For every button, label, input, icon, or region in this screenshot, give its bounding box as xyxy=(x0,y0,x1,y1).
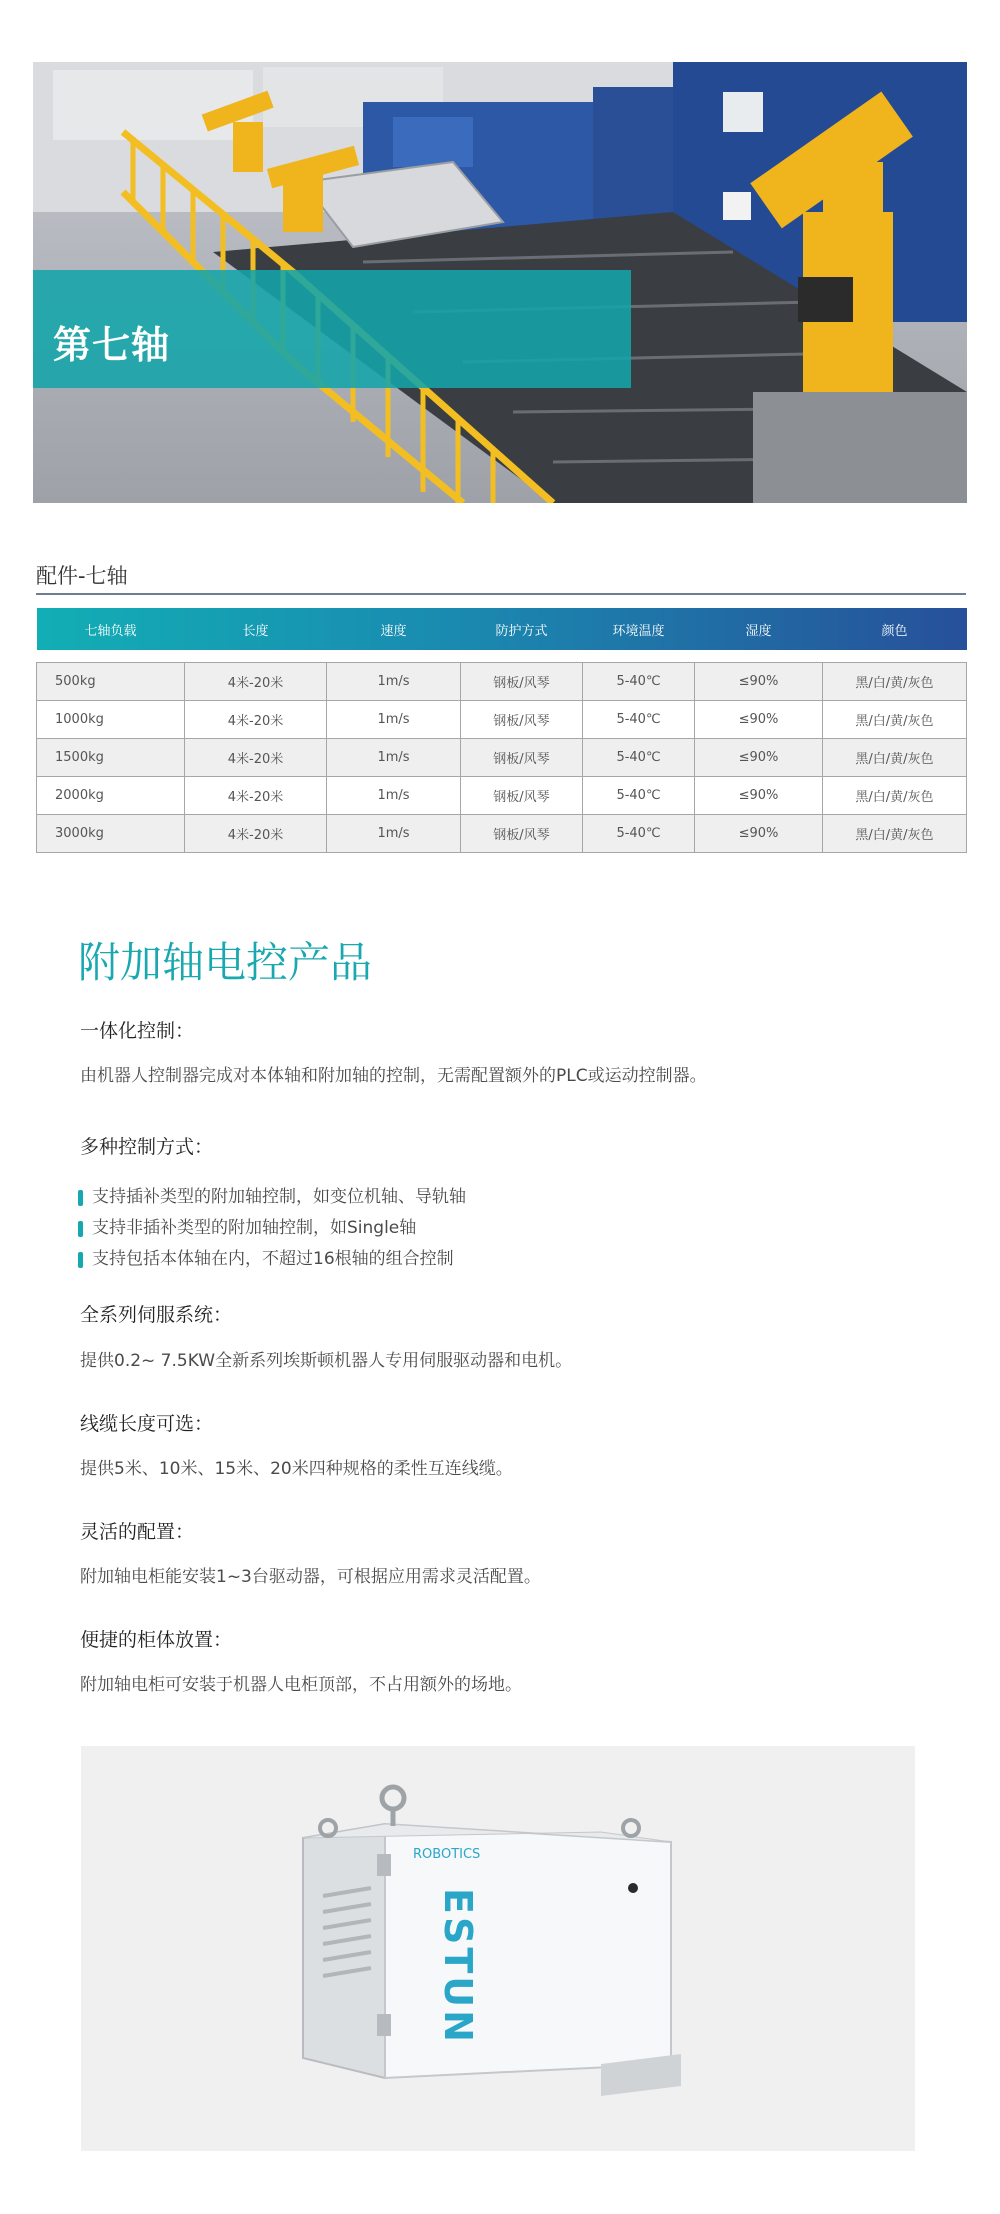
feature-title: 一体化控制： xyxy=(80,1020,195,1042)
table-cell: 5-40℃ xyxy=(583,662,695,700)
spec-section-label: 配件-七轴 xyxy=(36,564,128,588)
table-cell: 黑/白/黄/灰色 xyxy=(823,738,967,776)
table-cell: 钢板/风琴 xyxy=(461,662,583,700)
feature-title: 线缆长度可选： xyxy=(80,1413,214,1435)
cabinet-brand-logo: ESTUN xyxy=(436,1888,480,2045)
feature-title: 多种控制方式： xyxy=(80,1136,214,1158)
feature-text: 提供0.2~ 7.5KW全新系列埃斯顿机器人专用伺服驱动器和电机。 xyxy=(80,1351,573,1371)
table-cell: 5-40℃ xyxy=(583,776,695,814)
table-cell: 钢板/风琴 xyxy=(461,738,583,776)
table-cell: 1m/s xyxy=(327,738,461,776)
hero-banner xyxy=(33,270,631,388)
table-row xyxy=(37,738,967,776)
table-cell: 1m/s xyxy=(327,662,461,700)
table-cell: 1000kg xyxy=(37,700,185,738)
feature-bullet-list xyxy=(78,1182,466,1275)
table-cell: 5-40℃ xyxy=(583,738,695,776)
header-cell: 颜色 xyxy=(881,623,908,639)
feature-title: 全系列伺服系统： xyxy=(80,1304,233,1326)
table-row xyxy=(37,776,967,814)
header-cell: 环境温度 xyxy=(612,623,665,639)
table-cell: 黑/白/黄/灰色 xyxy=(823,700,967,738)
header-cell: 湿度 xyxy=(745,623,772,639)
table-cell: 黑/白/黄/灰色 xyxy=(823,776,967,814)
table-cell: ≤90% xyxy=(695,738,823,776)
spec-table xyxy=(36,608,967,853)
table-header-row xyxy=(37,608,967,650)
bullet-text: 支持插补类型的附加轴控制，如变位机轴、导轨轴 xyxy=(92,1187,466,1207)
hero-title: 第七轴 xyxy=(53,323,171,367)
list-item xyxy=(78,1244,466,1275)
table-cell: 500kg xyxy=(37,662,185,700)
bullet-text: 支持非插补类型的附加轴控制，如Single轴 xyxy=(92,1218,417,1238)
table-spacer xyxy=(37,650,967,662)
feature-title: 灵活的配置： xyxy=(80,1521,195,1543)
bullet-icon xyxy=(78,1190,83,1206)
bullet-icon xyxy=(78,1252,83,1268)
table-cell: 4米-20米 xyxy=(185,700,327,738)
table-cell: 3000kg xyxy=(37,814,185,852)
product-heading: 附加轴电控产品 xyxy=(78,938,373,987)
feature-text: 附加轴电柜可安装于机器人电柜顶部，不占用额外的场地。 xyxy=(80,1675,522,1695)
table-cell: 1m/s xyxy=(327,776,461,814)
table-cell: 钢板/风琴 xyxy=(461,776,583,814)
feature-text: 附加轴电柜能安装1~3台驱动器，可根据应用需求灵活配置。 xyxy=(80,1567,541,1587)
table-cell: 4米-20米 xyxy=(185,814,327,852)
table-cell: 2000kg xyxy=(37,776,185,814)
table-cell: 4米-20米 xyxy=(185,776,327,814)
table-cell: 钢板/风琴 xyxy=(461,700,583,738)
list-item xyxy=(78,1182,466,1213)
feature-text: 提供5米、10米、15米、20米四种规格的柔性互连线缆。 xyxy=(80,1459,513,1479)
feature-text: 由机器人控制器完成对本体轴和附加轴的控制，无需配置额外的PLC或运动控制器。 xyxy=(80,1066,707,1086)
header-cell: 长度 xyxy=(242,623,269,639)
table-row xyxy=(37,814,967,852)
table-row xyxy=(37,700,967,738)
bullet-icon xyxy=(78,1221,83,1237)
table-cell: ≤90% xyxy=(695,662,823,700)
bullet-text: 支持包括本体轴在内，不超过16根轴的组合控制 xyxy=(92,1249,454,1269)
table-cell: 钢板/风琴 xyxy=(461,814,583,852)
table-cell: 4米-20米 xyxy=(185,662,327,700)
table-cell: 5-40℃ xyxy=(583,814,695,852)
table-cell: 黑/白/黄/灰色 xyxy=(823,814,967,852)
table-row xyxy=(37,662,967,700)
control-cabinet-illustration xyxy=(81,1746,915,2151)
table-cell: 黑/白/黄/灰色 xyxy=(823,662,967,700)
cabinet-photo xyxy=(81,1746,915,2151)
header-cell: 七轴负载 xyxy=(84,623,137,639)
table-cell: ≤90% xyxy=(695,814,823,852)
table-cell: 5-40℃ xyxy=(583,700,695,738)
header-cell: 速度 xyxy=(380,623,407,639)
cabinet-tagline: ROBOTICS xyxy=(413,1847,481,1862)
feature-title: 便捷的柜体放置： xyxy=(80,1629,233,1651)
table-cell: ≤90% xyxy=(695,700,823,738)
hero-image xyxy=(33,62,967,503)
table-cell: 1m/s xyxy=(327,814,461,852)
table-cell: ≤90% xyxy=(695,776,823,814)
section-divider xyxy=(36,593,966,595)
list-item xyxy=(78,1213,466,1244)
table-cell: 1500kg xyxy=(37,738,185,776)
header-cell: 防护方式 xyxy=(495,623,548,639)
table-cell: 1m/s xyxy=(327,700,461,738)
table-cell: 4米-20米 xyxy=(185,738,327,776)
